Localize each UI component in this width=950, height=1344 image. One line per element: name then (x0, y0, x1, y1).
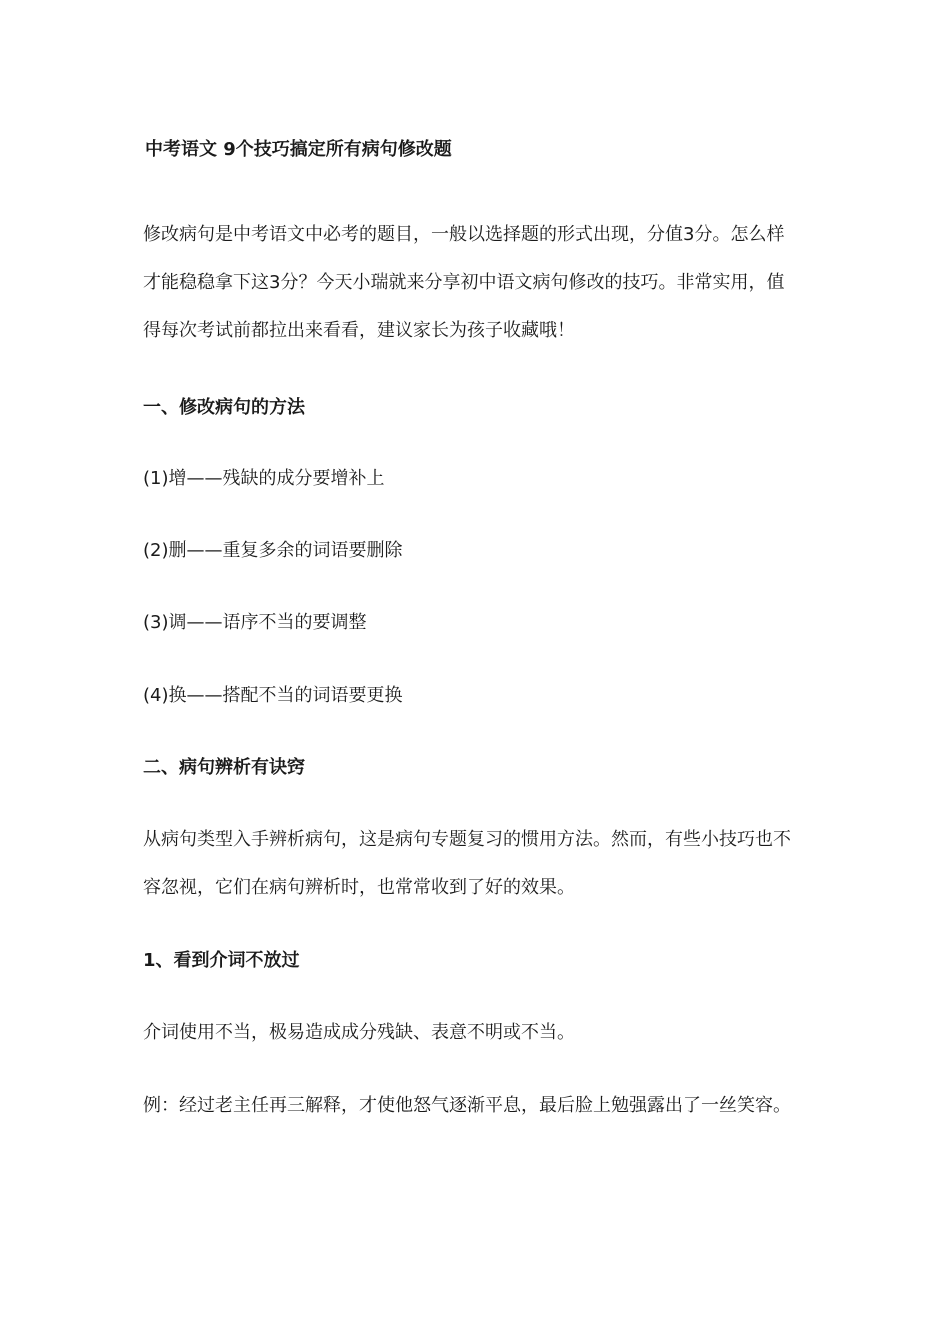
method-item: (4)换——搭配不当的词语要更换 (143, 685, 403, 706)
document-title: 中考语文 9个技巧搞定所有病句修改题 (145, 139, 452, 160)
tip1-heading: 1、看到介词不放过 (143, 950, 300, 971)
section2-line: 容忽视，它们在病句辨析时，也常常收到了好的效果。 (143, 877, 575, 898)
section2-line: 从病句类型入手辨析病句，这是病句专题复习的惯用方法。然而，有些小技巧也不 (143, 829, 791, 850)
section2-paragraph (143, 816, 843, 912)
intro-paragraph (143, 211, 843, 355)
intro-line: 得每次考试前都拉出来看看，建议家长为孩子收藏哦！ (143, 320, 575, 341)
tip1-description: 介词使用不当，极易造成成分残缺、表意不明或不当。 (143, 1022, 575, 1043)
intro-line: 才能稳稳拿下这3分？今天小瑞就来分享初中语文病句修改的技巧。非常实用，值 (143, 272, 785, 293)
tip1-example: 例：经过老主任再三解释，才使他怒气逐渐平息，最后脸上勉强露出了一丝笑容。 (143, 1095, 791, 1116)
method-item: (1)增——残缺的成分要增补上 (143, 468, 385, 489)
section1-heading: 一、修改病句的方法 (143, 397, 305, 418)
method-item: (2)删——重复多余的词语要删除 (143, 540, 403, 561)
section2-heading: 二、病句辨析有诀窍 (143, 757, 305, 778)
method-item: (3)调——语序不当的要调整 (143, 612, 367, 633)
intro-line: 修改病句是中考语文中必考的题目，一般以选择题的形式出现，分值3分。怎么样 (143, 224, 785, 245)
